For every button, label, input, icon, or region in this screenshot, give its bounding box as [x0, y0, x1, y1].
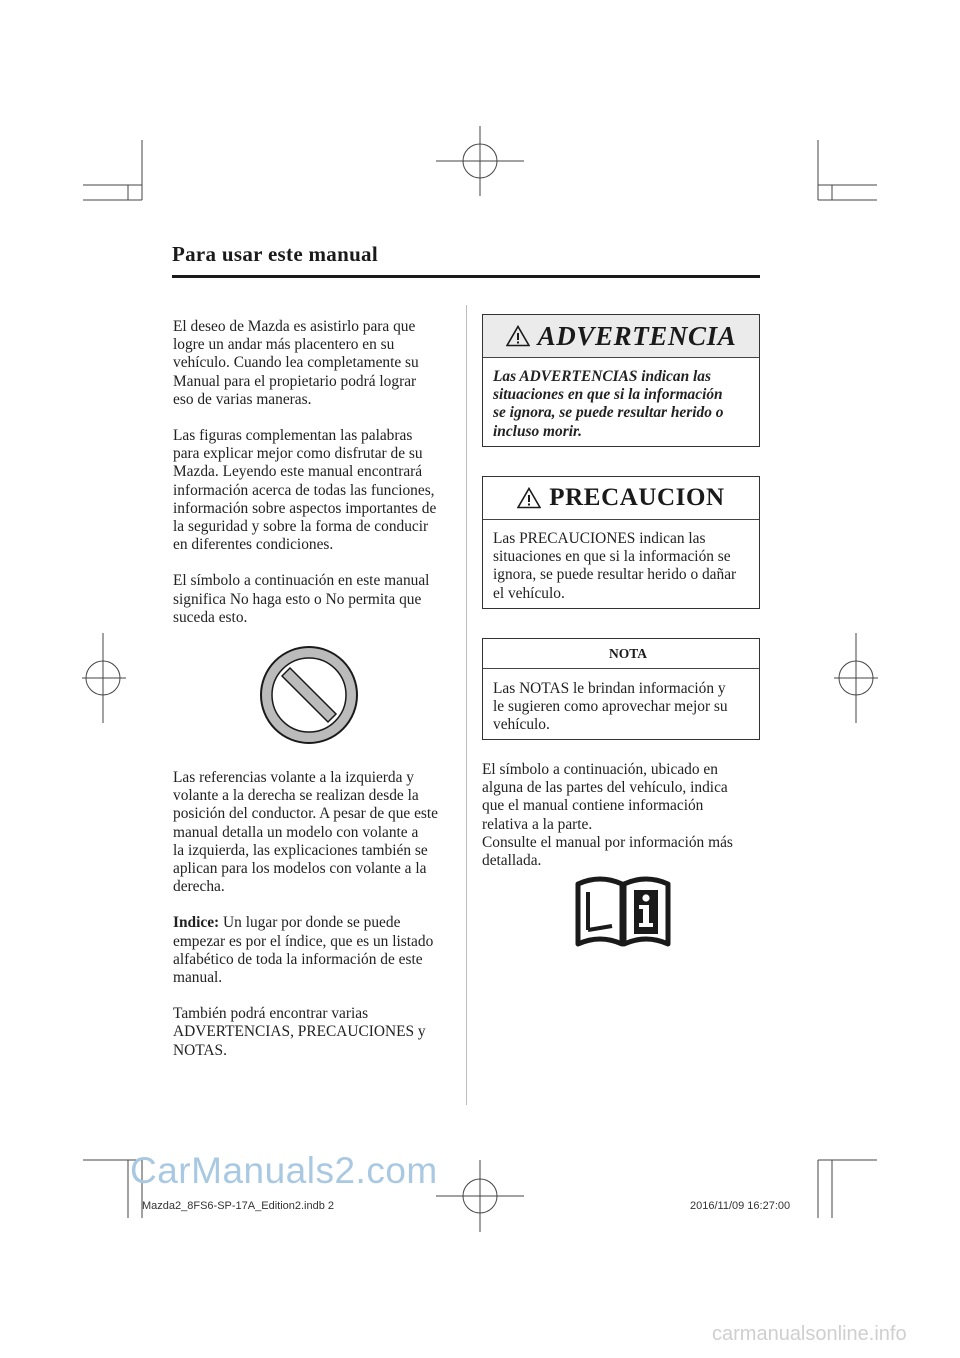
advertencia-box [482, 314, 760, 447]
warning-triangle-icon [506, 325, 530, 347]
site-watermark: carmanualsonline.info [712, 1323, 907, 1345]
precaucion-text: Las PRECAUCIONES indican las situaciones en que si la información se ignora, se puede resultar herido o dañar el vehículo. [493, 530, 737, 602]
figures-paragraph: Las figuras complementan las palabras para explicar mejor como disfrutar de su Mazda. Leyendo este manual encontrará información acerca de todas las funciones, información sobre aspectos importantes de la seguridad y sobre la forma de conducir en diferentes condiciones. [173, 427, 437, 554]
nota-title: NOTA [608, 645, 647, 661]
nota-box [482, 638, 760, 740]
manual-info-book-icon [574, 870, 672, 948]
precaucion-box [482, 476, 760, 609]
prohibition-symbol-icon [258, 644, 360, 746]
steering-paragraph: Las referencias volante a la izquierda y volante a la derecha se realizan desde la posición del conductor. A pesar de que este manual detalla un modelo con volante a la izquierda, las explicaciones también se aplican para los modelos con volante a la derecha. [173, 769, 438, 896]
title-rule [172, 275, 760, 278]
column-divider [466, 305, 467, 1105]
footer-timestamp: 2016/11/09 16:27:00 [690, 1200, 791, 1212]
precaucion-title: PRECAUCION [549, 484, 725, 511]
advertencia-title: ADVERTENCIA [537, 320, 737, 351]
page-title: Para usar este manual [172, 242, 378, 266]
advertencia-text: Las ADVERTENCIAS indican las situaciones en que si la información se ignora, se puede resultar herido o incluso morir. [493, 368, 724, 440]
nota-text: Las NOTAS le brindan información y le sugieren como aprovechar mejor su vehículo. [493, 680, 728, 734]
left-column-bottom [173, 769, 458, 1060]
symbol-paragraph: El símbolo a continuación en este manual significa No haga esto o No permita que suceda esto. [173, 572, 430, 626]
symbol-explanation-text: El símbolo a continuación, ubicado en alguna de las partes del vehículo, indica que el manual contiene información relativa a la parte. Consulte el manual por información más detallada. [482, 761, 733, 870]
advertencia-header [483, 315, 759, 358]
closing-paragraph: También podrá encontrar varias ADVERTENCIAS, PRECAUCIONES y NOTAS. [173, 1005, 426, 1059]
index-paragraph [173, 914, 458, 987]
precaucion-header [483, 477, 759, 520]
index-text: Un lugar por donde se puede empezar es por el índice, que es un listado alfabético de toda la información de este manual. [173, 914, 434, 987]
nota-header [483, 639, 759, 669]
intro-paragraph: El deseo de Mazda es asistirlo para que logre un andar más placentero en su vehículo. Cuando lea completamente su Manual para el propietario podrá lograr eso de varias maneras. [173, 318, 419, 408]
carmanuals-watermark: CarManuals2.com [130, 1150, 438, 1191]
footer-file-name: Mazda2_8FS6-SP-17A_Edition2.indb 2 [142, 1200, 335, 1212]
symbol-explanation [482, 761, 762, 870]
warning-triangle-icon [517, 487, 541, 509]
index-label: Indice: [173, 914, 220, 932]
left-column-top [173, 318, 458, 627]
